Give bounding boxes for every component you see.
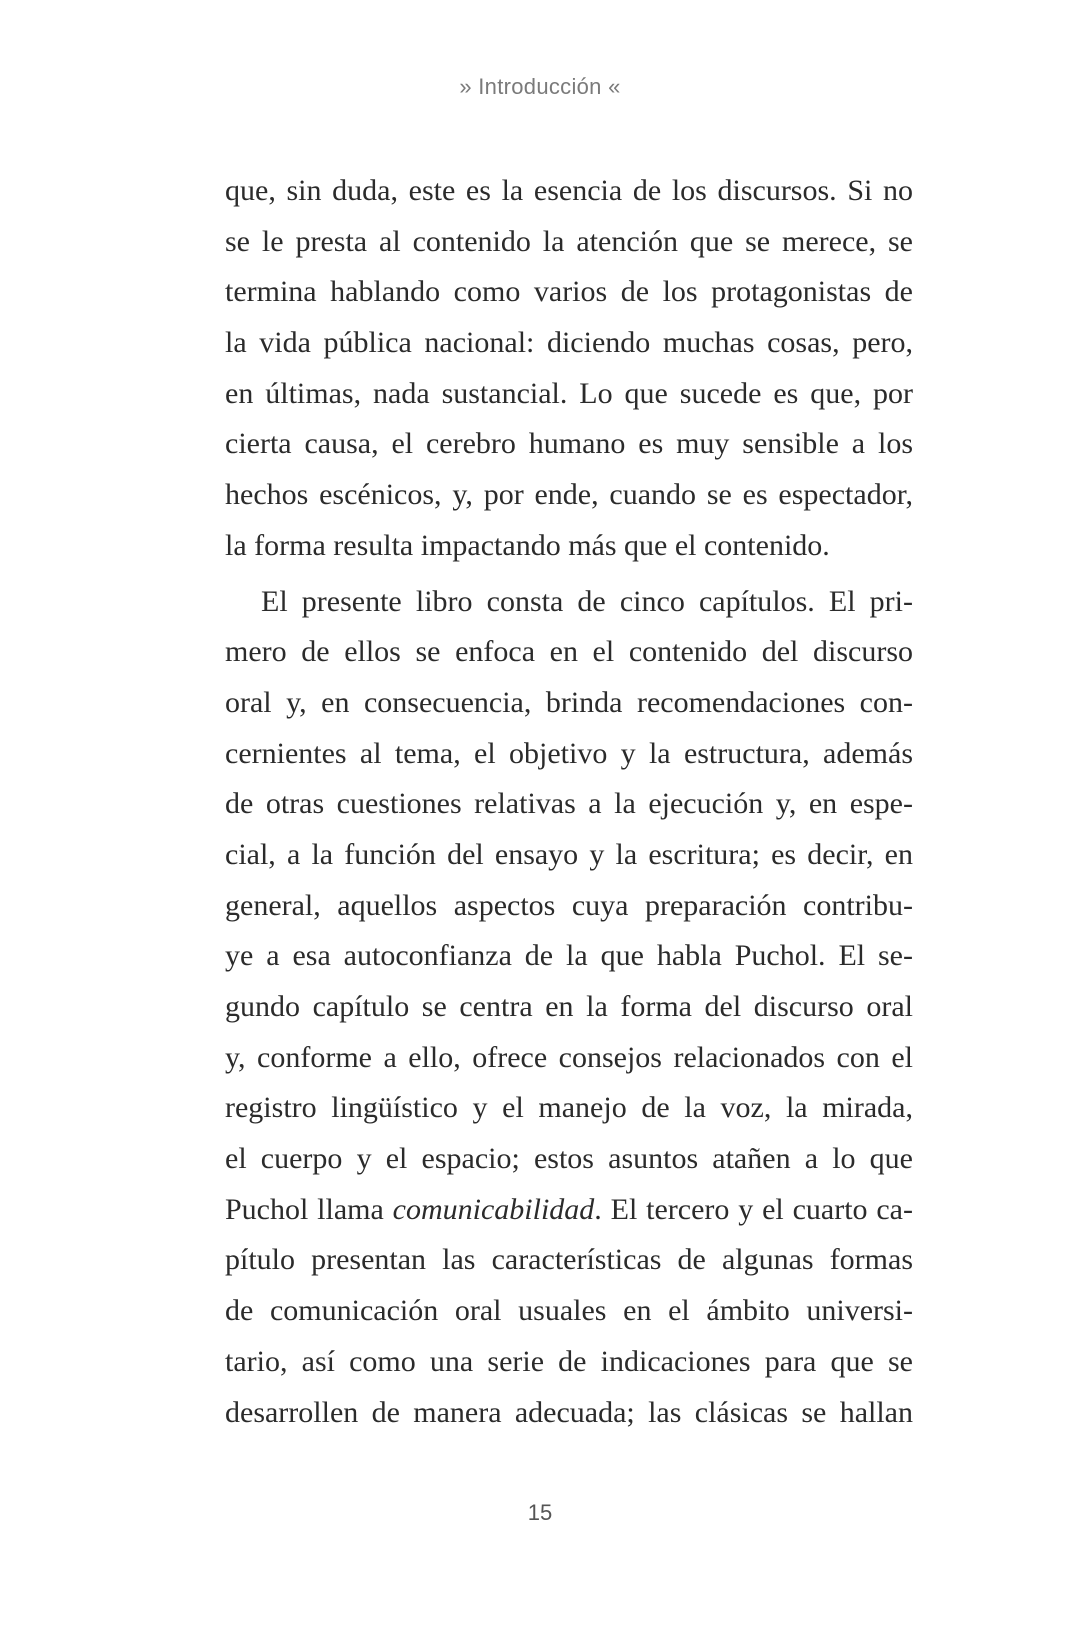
- paragraph-2: [225, 577, 913, 1439]
- running-head: » Introducción «: [459, 74, 621, 99]
- text-line: El presente libro consta de cinco capítulos. El pri-: [261, 584, 913, 618]
- text-line: la forma resulta impactando más que el contenido.: [225, 528, 830, 562]
- text-line: registro lingüístico y el manejo de la voz, la mirada,: [225, 1091, 913, 1125]
- italic-term: comunicabilidad: [392, 1192, 595, 1226]
- text-line: en últimas, nada sustancial. Lo que sucede es que, por: [225, 376, 913, 410]
- text-line: gundo capítulo se centra en la forma del discurso oral: [225, 990, 913, 1023]
- text-run: Puchol llama: [225, 1192, 393, 1226]
- paragraph-1: [225, 166, 913, 572]
- text-line: termina hablando como varios de los protagonistas de: [225, 275, 913, 309]
- text-line: cial, a la función del ensayo y la escritura; es decir, en: [225, 837, 913, 871]
- page-number: 15: [527, 1500, 553, 1525]
- text-line: cierta causa, el cerebro humano es muy sensible a los: [225, 427, 913, 461]
- body-text: [225, 166, 913, 1438]
- text-line: de comunicación oral usuales en el ámbito universi-: [225, 1294, 913, 1328]
- text-line: que, sin duda, este es la esencia de los discursos. Si no: [225, 174, 913, 207]
- text-line: la vida pública nacional: diciendo muchas cosas, pero,: [225, 326, 913, 360]
- text-line: el cuerpo y el espacio; estos asuntos atañen a lo que: [225, 1142, 913, 1176]
- text-line: general, aquellos aspectos cuya preparación contribu-: [225, 888, 913, 922]
- text-run: . El tercero y el cuarto ca-: [594, 1192, 913, 1226]
- text-line: de otras cuestiones relativas a la ejecución y, en espe-: [225, 787, 913, 821]
- text-line: oral y, en consecuencia, brinda recomendaciones con-: [225, 685, 913, 719]
- text-line: tario, así como una serie de indicaciones para que se: [225, 1344, 913, 1378]
- text-line: desarrollen de manera adecuada; las clásicas se hallan: [225, 1395, 913, 1429]
- text-line: hechos escénicos, y, por ende, cuando se es espectador,: [225, 478, 913, 512]
- text-line: cernientes al tema, el objetivo y la estructura, además: [225, 736, 913, 770]
- text-line: y, conforme a ello, ofrece consejos relacionados con el: [225, 1040, 913, 1074]
- text-line-with-italic: [225, 1185, 913, 1236]
- text-line: se le presta al contenido la atención que se merece, se: [225, 224, 913, 258]
- text-line: pítulo presentan las características de algunas formas: [225, 1243, 913, 1277]
- text-line: mero de ellos se enfoca en el contenido del discurso: [225, 635, 913, 669]
- text-line: ye a esa autoconfianza de la que habla Puchol. El se-: [225, 939, 913, 973]
